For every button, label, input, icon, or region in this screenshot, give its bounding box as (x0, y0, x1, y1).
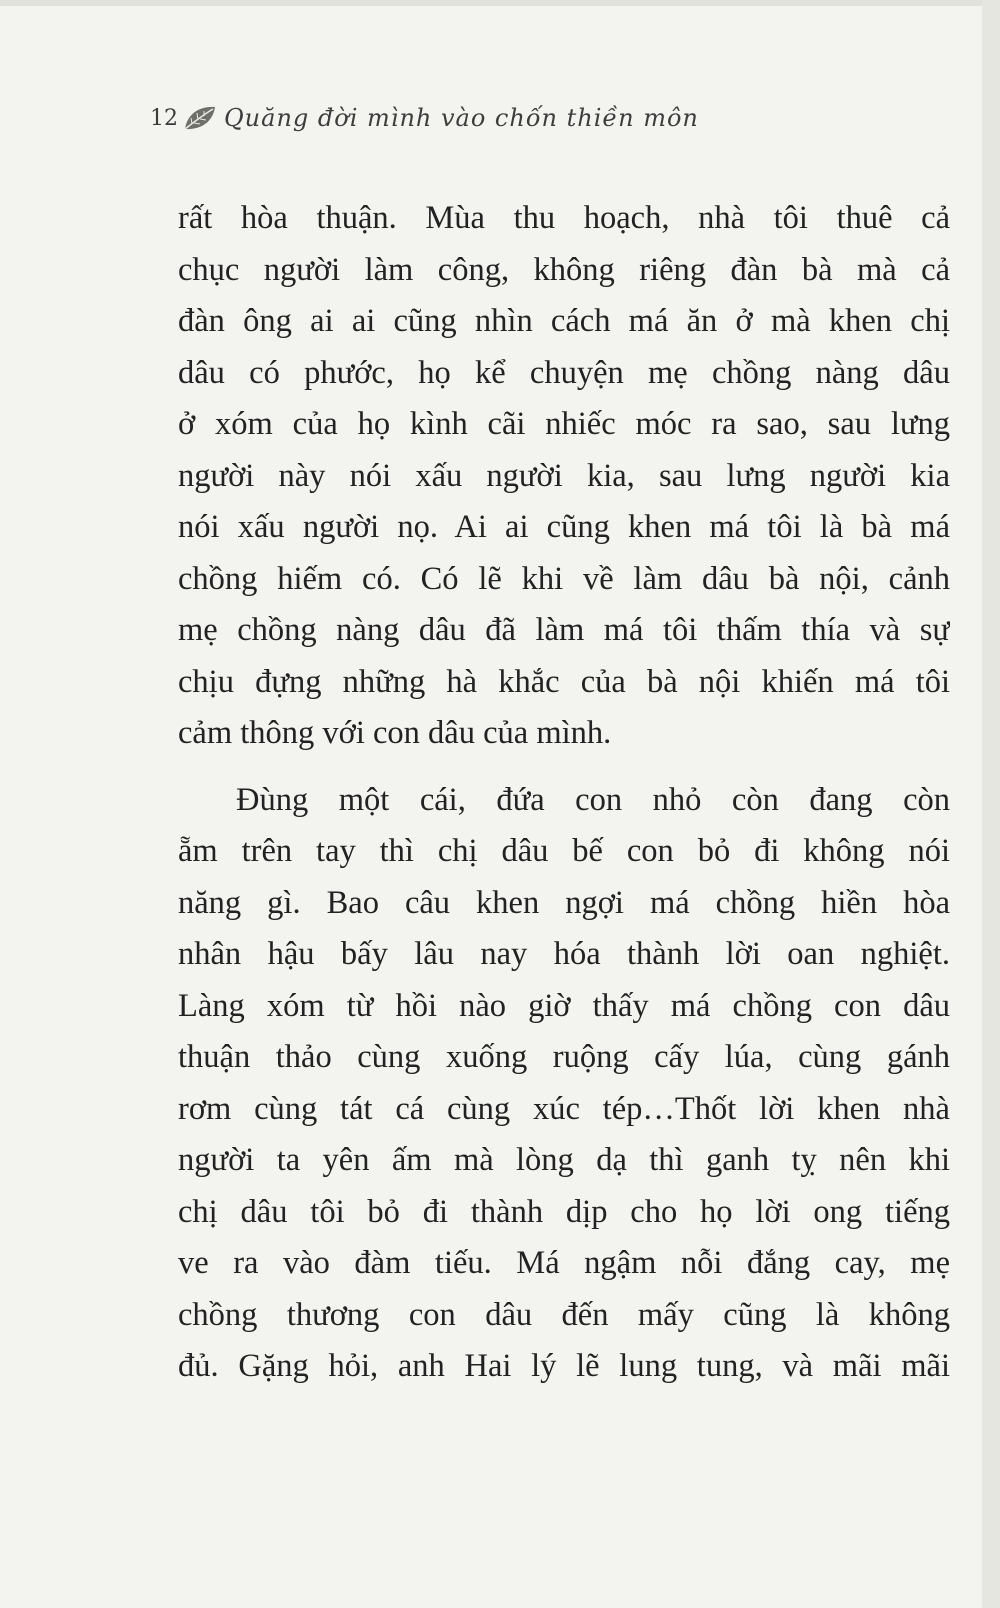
text-line: Làng xóm từ hồi nào giờ thấy má chồng con dâu (178, 987, 950, 1024)
leaf-icon (182, 103, 218, 133)
text-line: chịu đựng những hà khắc của bà nội khiến má tôi (178, 663, 950, 700)
text-line: nói xấu người nọ. Ai ai cũng khen má tôi là bà má (178, 509, 950, 545)
text-line: ở xóm của họ kình cãi nhiếc móc ra sao, sau lưng (178, 406, 950, 442)
text-line: Đùng một cái, đứa con nhỏ còn đang còn (236, 781, 950, 818)
text-line: rất hòa thuận. Mùa thu hoạch, nhà tôi thuê cả (178, 200, 950, 236)
text-line: ẵm trên tay thì chị dâu bế con bỏ đi không nói (178, 833, 950, 869)
paragraph-1 (178, 193, 950, 760)
text-line: mẹ chồng nàng dâu đã làm má tôi thấm thía và sự (178, 612, 950, 648)
text-line: chồng hiếm có. Có lẽ khi về làm dâu bà nội, cảnh (178, 560, 950, 597)
text-line: chục người làm công, không riêng đàn bà mà cả (178, 251, 950, 288)
page-number: 12 (150, 105, 178, 131)
text-line: nhân hậu bấy lâu nay hóa thành lời oan nghiệt. (178, 936, 950, 972)
body-text (178, 193, 950, 1393)
text-line: rơm cùng tát cá cùng xúc tép…Thốt lời khen nhà (178, 1090, 950, 1127)
text-line: cảm thông với con dâu của mình. (178, 715, 612, 751)
text-line: đủ. Gặng hỏi, anh Hai lý lẽ lung tung, và mãi mãi (178, 1348, 950, 1384)
text-line: chị dâu tôi bỏ đi thành dịp cho họ lời ong tiếng (178, 1193, 950, 1230)
text-line: người ta yên ấm mà lòng dạ thì ganh tỵ nên khi (178, 1142, 950, 1178)
text-line: đàn ông ai ai cũng nhìn cách má ăn ở mà khen chị (178, 303, 950, 339)
text-line: thuận thảo cùng xuống ruộng cấy lúa, cùng gánh (178, 1039, 950, 1075)
text-line: người này nói xấu người kia, sau lưng người kia (178, 457, 950, 494)
text-line: ve ra vào đàm tiếu. Má ngậm nỗi đắng cay, mẹ (178, 1245, 950, 1281)
text-line: năng gì. Bao câu khen ngợi má chồng hiền hòa (178, 884, 950, 921)
text-line: chồng thương con dâu đến mấy cũng là không (178, 1296, 950, 1333)
text-line: dâu có phước, họ kể chuyện mẹ chồng nàng dâu (178, 354, 950, 391)
paragraph-spacer (178, 760, 950, 775)
running-title: Quăng đời mình vào chốn thiền môn (224, 104, 699, 132)
running-header (150, 96, 699, 140)
paragraph-2 (178, 775, 950, 1393)
